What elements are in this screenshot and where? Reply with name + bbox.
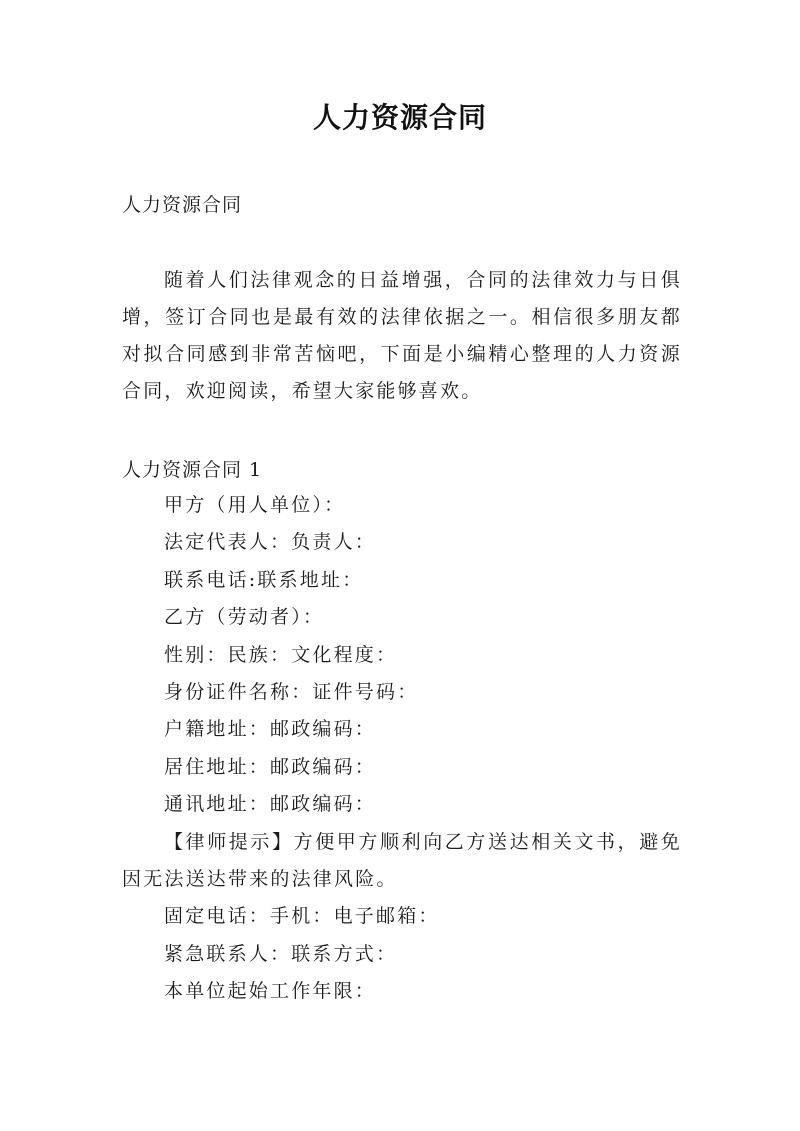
field-party-b: 乙方（劳动者）： <box>164 606 325 629</box>
field-legal-representative: 法定代表人：负责人： <box>164 531 377 554</box>
field-start-work-years: 本单位起始工作年限： <box>164 980 377 1003</box>
field-party-a: 甲方（用人单位）： <box>164 494 346 516</box>
intro-paragraph: 随着人们法律观念的日益增强，合同的法律效力与日俱增，签订合同也是最有效的法律依据之一。相信很多朋友都对拟合同感到非常苦恼吧，下面是小编精心整理的人力资源合同，欢迎阅读，希望大家能够喜欢。 <box>122 269 682 402</box>
field-id-document: 身份证件名称：证件号码： <box>164 681 419 704</box>
field-mailing-address: 通讯地址：邮政编码： <box>164 793 377 816</box>
document-subtitle: 人力资源合同 <box>122 194 243 216</box>
section-heading: 人力资源合同 1 <box>122 459 263 481</box>
document-title: 人力资源合同 <box>312 101 487 134</box>
lawyer-tip: 【律师提示】方便甲方顺利向乙方送达相关文书，避免因无法送达带来的法律风险。 <box>122 830 682 891</box>
field-gender-ethnicity-education: 性别：民族：文化程度： <box>164 643 398 666</box>
field-phone-mobile-email: 固定电话：手机：电子邮箱： <box>164 905 440 928</box>
field-residence-address: 居住地址：邮政编码： <box>164 755 377 778</box>
field-contact-phone-address: 联系电话:联系地址： <box>164 568 364 591</box>
field-household-address: 户籍地址：邮政编码： <box>164 718 377 741</box>
field-emergency-contact: 紧急联系人：联系方式： <box>164 942 398 965</box>
contract-fields <box>122 487 682 1011</box>
